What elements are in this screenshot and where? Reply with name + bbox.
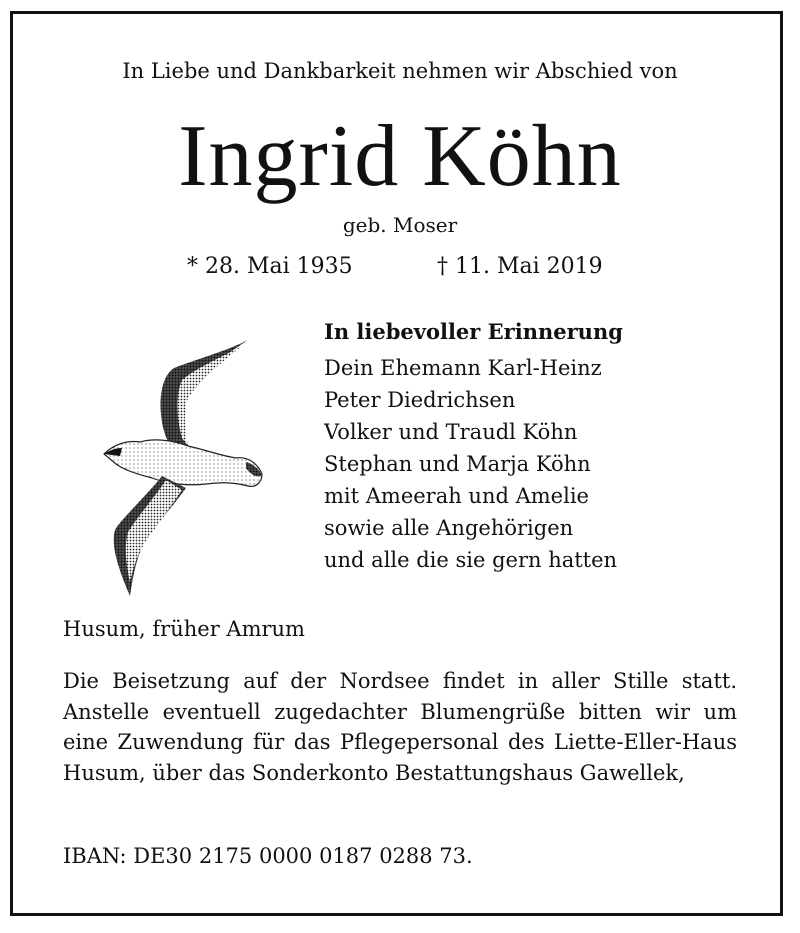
mourner-line: Peter Diedrichsen: [324, 388, 516, 412]
birth-name: geb. Moser: [342, 213, 458, 237]
mourners-heading: In liebevoller Erinnerung: [324, 319, 623, 344]
deceased-name: Ingrid Köhn: [178, 108, 622, 205]
funeral-notice-text: Die Beisetzung auf der Nordsee findet in aller Stille statt. Anstelle eventuell zugedachter Blumengrüße bitten wir um eine Zuwendung für das Pflegepersonal des Liette-Eller-Haus Husum, über das Sonderkonto Bestattungshaus Gawellek,: [63, 669, 737, 785]
mourner-line: Dein Ehemann Karl-Heinz: [324, 356, 602, 380]
intro-line: In Liebe und Dankbarkeit nehmen wir Abschied von: [122, 59, 678, 83]
iban-line: IBAN: DE30 2175 0000 0187 0288 73.: [63, 844, 473, 868]
mourner-line: Volker und Traudl Köhn: [324, 420, 578, 444]
mourners-list: [324, 352, 764, 576]
funeral-notice: [63, 666, 737, 788]
mourner-line: sowie alle Angehörigen: [324, 516, 574, 540]
mourner-line: Stephan und Marja Köhn: [324, 452, 591, 476]
mourners-block: [324, 316, 764, 576]
mourner-line: und alle die sie gern hatten: [324, 548, 618, 572]
place-line: Husum, früher Amrum: [63, 617, 305, 641]
death-date: † 11. Mai 2019: [437, 254, 603, 279]
seagull-icon: [96, 338, 268, 596]
birth-date: * 28. Mai 1935: [187, 254, 353, 279]
mourner-line: mit Ameerah und Amelie: [324, 484, 589, 508]
